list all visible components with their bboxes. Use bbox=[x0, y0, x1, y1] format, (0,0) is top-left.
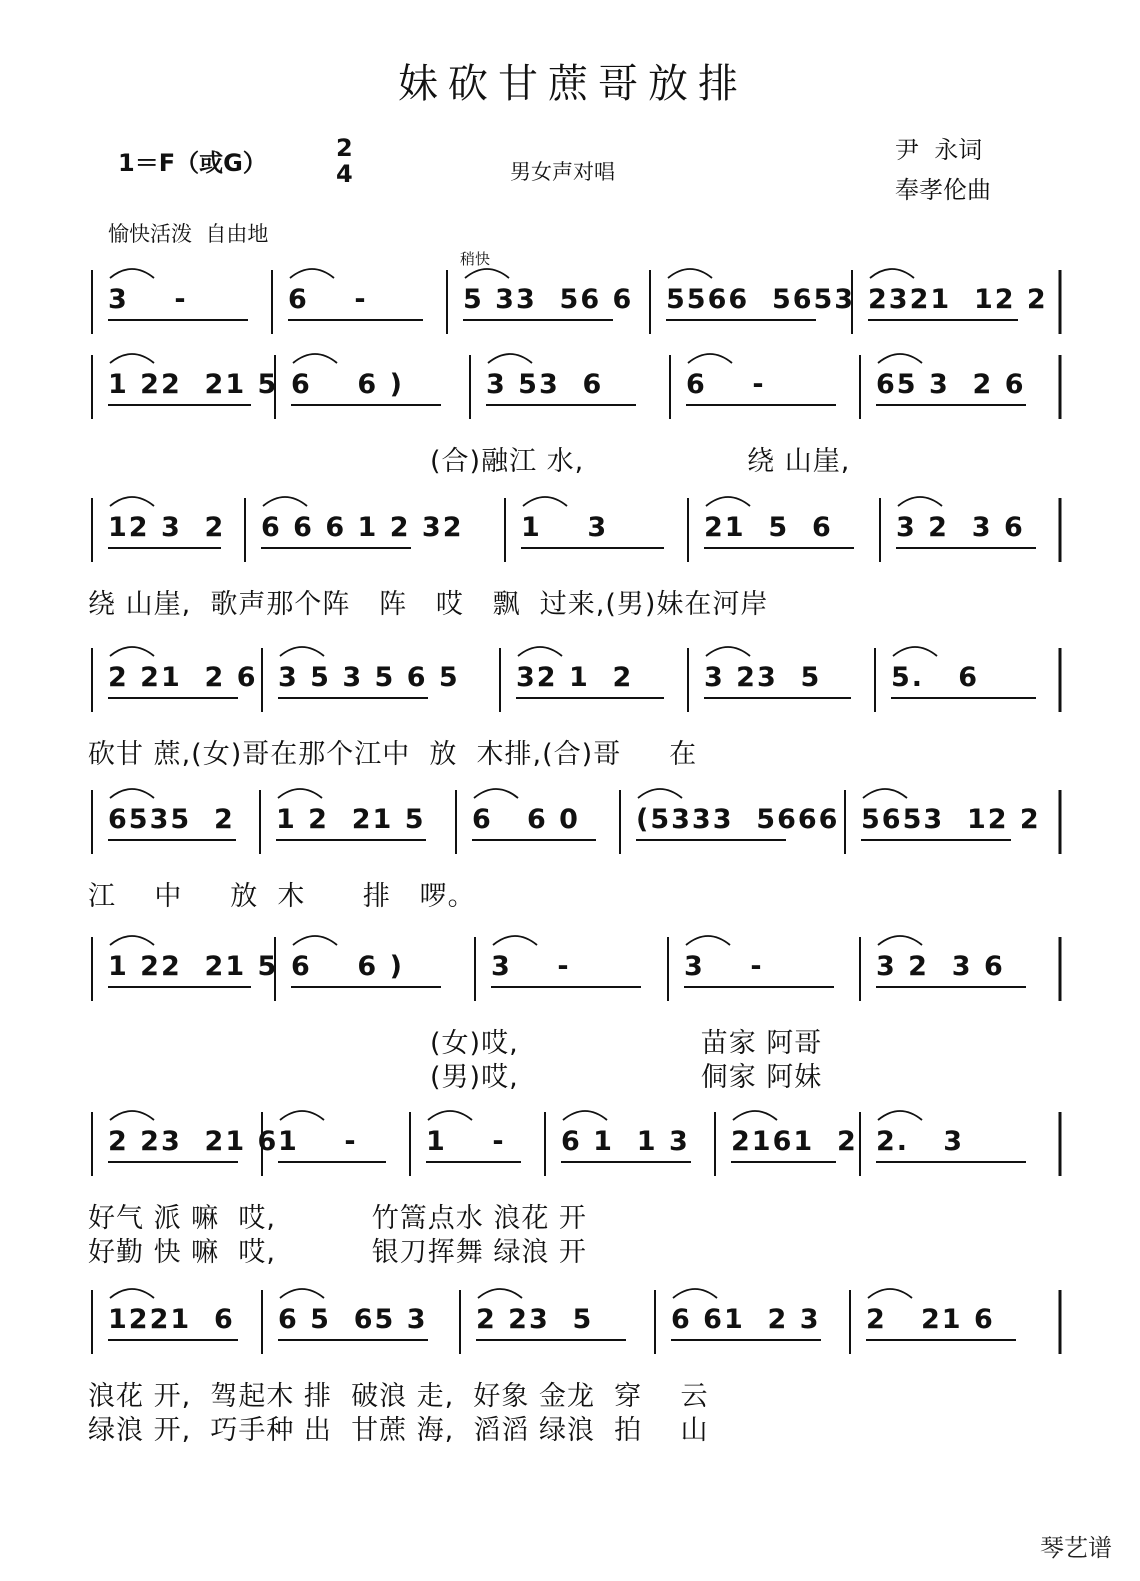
slur bbox=[523, 497, 567, 506]
slur bbox=[688, 354, 732, 363]
slur bbox=[293, 936, 337, 945]
measure: 3 - bbox=[491, 951, 571, 982]
performance-note: 男女声对唱 bbox=[510, 160, 615, 184]
measure: 32 1 2 bbox=[516, 662, 634, 693]
slur bbox=[686, 936, 730, 945]
measure: 2161 2 bbox=[731, 1126, 858, 1157]
tempo-marking: 愉快活泼 自由地 bbox=[108, 222, 269, 246]
measure: 1 - bbox=[426, 1126, 506, 1157]
lyric-line-2: 好勤 快 嘛 哎, 银刀挥舞 绿浪 开 bbox=[88, 1237, 587, 1268]
slur bbox=[293, 354, 337, 363]
slur bbox=[478, 1289, 522, 1298]
measure: 2 21 2 6 bbox=[108, 662, 258, 693]
slur bbox=[870, 269, 914, 278]
measure: 5653 12 2 bbox=[861, 804, 1041, 835]
measure: 1 22 21 5 bbox=[108, 951, 279, 982]
measure: 6 6 ) bbox=[291, 369, 404, 400]
slur bbox=[110, 1289, 154, 1298]
measure: 1 3 bbox=[521, 512, 609, 543]
slur bbox=[878, 936, 922, 945]
measure: 6 1 1 3 bbox=[561, 1126, 690, 1157]
measure: 2. 3 bbox=[876, 1126, 965, 1157]
lyricist: 尹 永词 bbox=[895, 136, 983, 164]
slur bbox=[893, 647, 937, 656]
slur bbox=[863, 789, 907, 798]
measure: 2 23 21 6 bbox=[108, 1126, 279, 1157]
measure: 6 6 ) bbox=[291, 951, 404, 982]
time-signature-bottom: 4 bbox=[336, 160, 353, 188]
measure: 1 - bbox=[278, 1126, 358, 1157]
slur bbox=[493, 936, 537, 945]
measure: 3 - bbox=[684, 951, 764, 982]
measure: 3 5 3 5 6 5 bbox=[278, 662, 460, 693]
measure: 3 53 6 bbox=[486, 369, 604, 400]
slur bbox=[110, 647, 154, 656]
slur bbox=[428, 1111, 472, 1120]
slur bbox=[563, 1111, 607, 1120]
measure: 2 21 6 bbox=[866, 1304, 995, 1335]
slur bbox=[898, 497, 942, 506]
measure: 1 22 21 5 bbox=[108, 369, 279, 400]
key-signature: 1＝F（或G） bbox=[118, 149, 267, 177]
slur bbox=[110, 269, 154, 278]
time-signature-top: 2 bbox=[336, 134, 353, 162]
tempo-change: 稍快 bbox=[460, 250, 491, 268]
slur bbox=[110, 936, 154, 945]
slur bbox=[868, 1289, 912, 1298]
slur bbox=[518, 647, 562, 656]
measure: 6 5 65 3 bbox=[278, 1304, 428, 1335]
lyric-line: 绕 山崖, 歌声那个阵 阵 哎 飘 过来,(男)妹在河岸 bbox=[88, 589, 769, 620]
slur bbox=[290, 269, 334, 278]
measure: 3 2 3 6 bbox=[876, 951, 1005, 982]
song-title: 妹砍甘蔗哥放排 bbox=[398, 61, 748, 107]
lyric-line: 江 中 放 木 排 啰。 bbox=[88, 881, 476, 912]
measure: 6 - bbox=[288, 284, 368, 315]
slur bbox=[280, 1289, 324, 1298]
slur bbox=[638, 789, 682, 798]
lyric-line-2: 绿浪 开, 巧手种 出 甘蔗 海, 滔滔 绿浪 拍 山 bbox=[88, 1415, 709, 1446]
measure: 3 2 3 6 bbox=[896, 512, 1025, 543]
measure: 21 5 6 bbox=[704, 512, 833, 543]
measure: 2 23 5 bbox=[476, 1304, 594, 1335]
measure: 1 2 21 5 bbox=[276, 804, 426, 835]
slur bbox=[278, 789, 322, 798]
slur bbox=[474, 789, 518, 798]
measure: 6 6 0 bbox=[472, 804, 580, 835]
lyric-line: (女)哎, 苗家 阿哥 bbox=[430, 1028, 823, 1059]
slur bbox=[465, 269, 509, 278]
lyric-line: 好气 派 嘛 哎, 竹篙点水 浪花 开 bbox=[88, 1203, 587, 1234]
slur bbox=[706, 497, 750, 506]
measure: 5 33 56 6 bbox=[463, 284, 634, 315]
watermark-logo: 琴艺谱 bbox=[1040, 1534, 1112, 1562]
measure: 6535 2 bbox=[108, 804, 235, 835]
slur bbox=[878, 354, 922, 363]
composer: 奉孝伦曲 bbox=[895, 176, 991, 204]
measure: 6 61 2 3 bbox=[671, 1304, 821, 1335]
slur bbox=[733, 1111, 777, 1120]
slur bbox=[878, 1111, 922, 1120]
slur bbox=[706, 647, 750, 656]
slur bbox=[110, 789, 154, 798]
slur bbox=[110, 1111, 154, 1120]
slur bbox=[668, 269, 712, 278]
measure: 1221 6 bbox=[108, 1304, 235, 1335]
lyric-line: 砍甘 蔗,(女)哥在那个江中 放 木排,(合)哥 在 bbox=[88, 739, 698, 770]
slur bbox=[280, 647, 324, 656]
slur bbox=[488, 354, 532, 363]
slur bbox=[110, 497, 154, 506]
slur bbox=[673, 1289, 717, 1298]
measure: 3 - bbox=[108, 284, 188, 315]
lyric-line: 浪花 开, 驾起木 排 破浪 走, 好象 金龙 穿 云 bbox=[88, 1381, 709, 1412]
measure: 5566 5653 bbox=[666, 284, 856, 315]
measure: 6 6 6 1 2 32 bbox=[261, 512, 464, 543]
measure: 2321 12 2 bbox=[868, 284, 1048, 315]
measure: 3 23 5 bbox=[704, 662, 822, 693]
measure: 5. 6 bbox=[891, 662, 980, 693]
slur bbox=[263, 497, 307, 506]
measure: 12 3 2 bbox=[108, 512, 226, 543]
slur bbox=[110, 354, 154, 363]
measure: 65 3 2 6 bbox=[876, 369, 1026, 400]
lyric-line-2: (男)哎, 侗家 阿妹 bbox=[430, 1062, 823, 1093]
slur bbox=[280, 1111, 324, 1120]
lyric-line: (合)融江 水, 绕 山崖, bbox=[430, 446, 851, 477]
measure: (5333 5666 bbox=[636, 804, 840, 835]
measure: 6 - bbox=[686, 369, 766, 400]
